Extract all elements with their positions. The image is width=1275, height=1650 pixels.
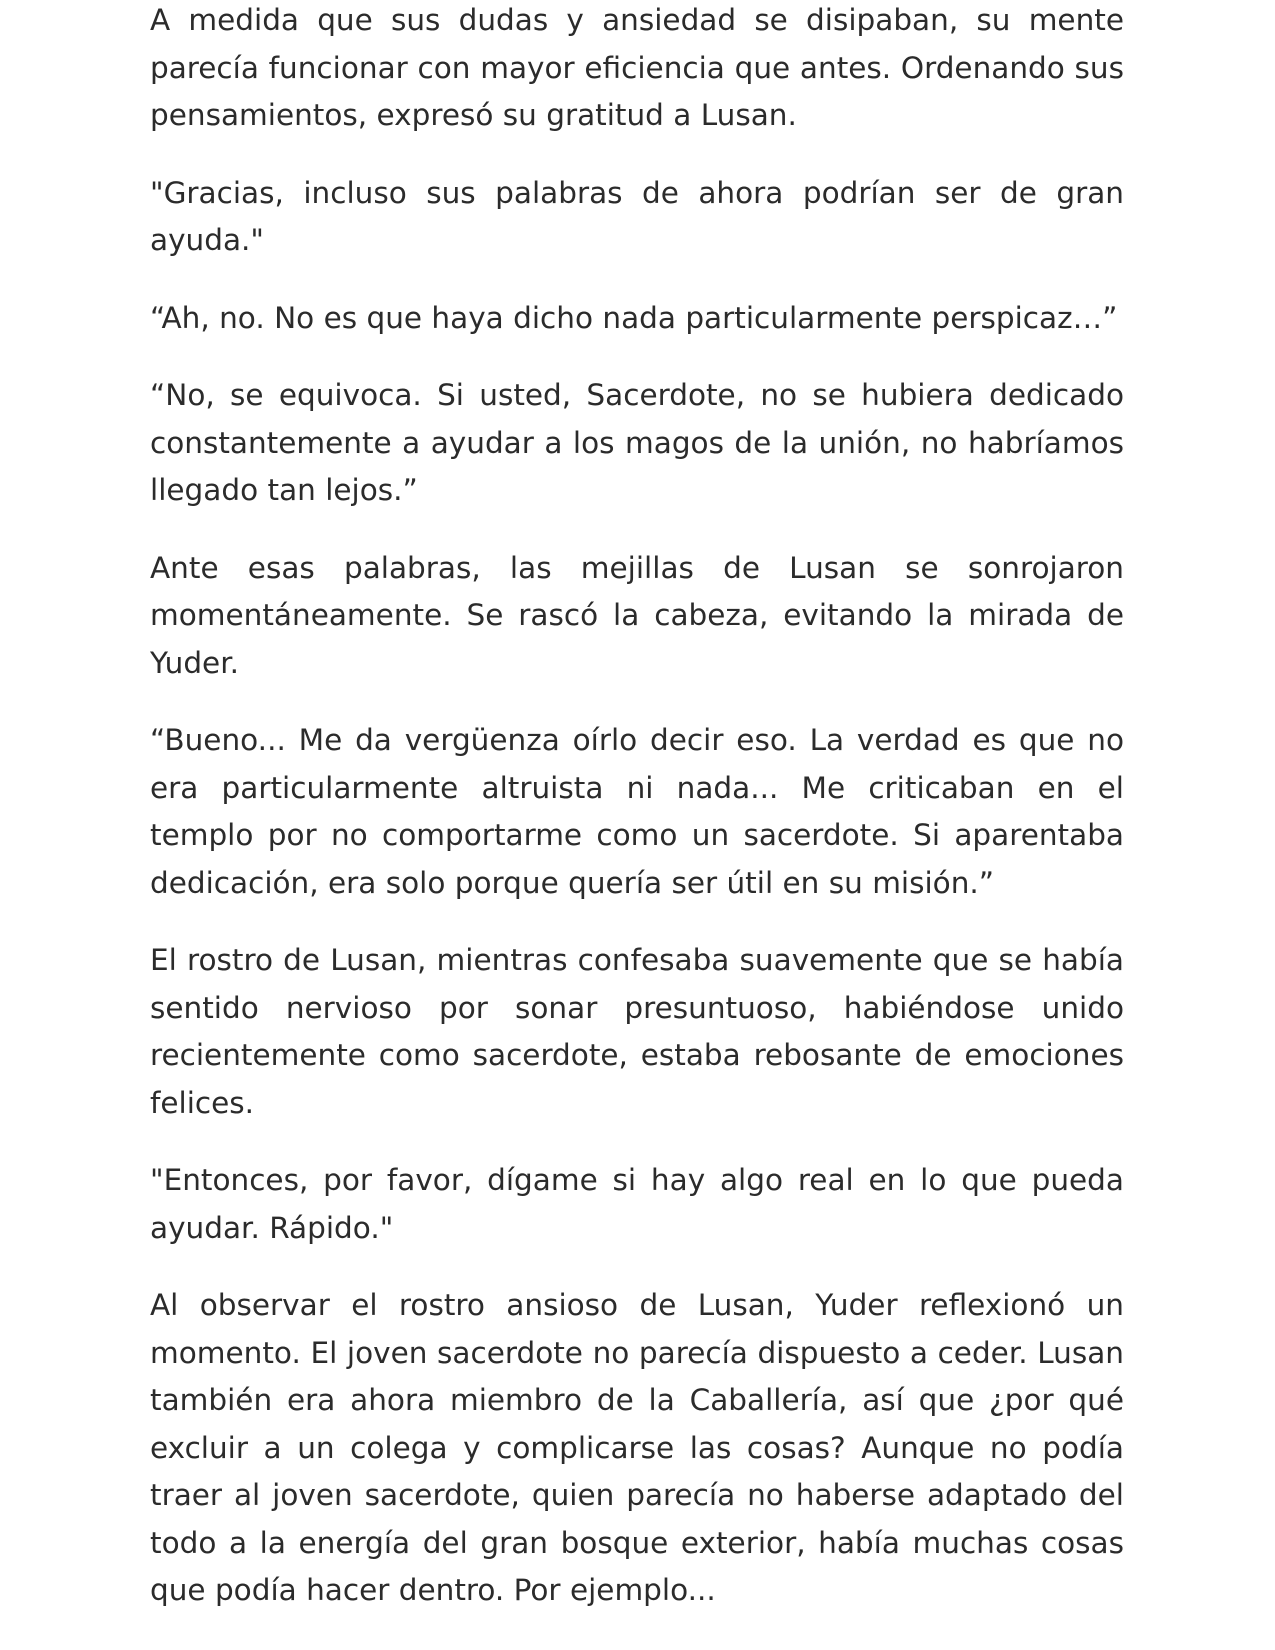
paragraph-7: El rostro de Lusan, mientras confesaba suavemente que se había sentido nervioso por sonar presuntuoso, habiéndose unido recientemente como sacerdote, estaba rebosante de emociones felices. (150, 943, 1124, 1120)
paragraph-2: "Gracias, incluso sus palabras de ahora podrían ser de gran ayuda." (150, 175, 1124, 257)
paragraph-5: Ante esas palabras, las mejillas de Lusan se sonrojaron momentáneamente. Se rascó la cabeza, evitando la mirada de Yuder. (150, 550, 1124, 680)
paragraph-4: “No, se equivoca. Si usted, Sacerdote, no se hubiera dedicado constantemente a ayudar a los magos de la unión, no habríamos llegado tan lejos.” (150, 378, 1124, 507)
paragraph-9: Al observar el rostro ansioso de Lusan, Yuder reflexionó un momento. El joven sacerdote no parecía dispuesto a ceder. Lusan también era ahora miembro de la Caballería, así que ¿por qué excluir a un colega y complicarse las cosas? Aunque no podía traer al joven sacerdote, quien parecía no haberse adaptado del todo a la energía del gran bosque exterior, había muchas cosas que podía hacer dentro. Por ejemplo... (150, 1288, 1124, 1607)
paragraph-3: “Ah, no. No es que haya dicho nada particularmente perspicaz…” (150, 300, 1118, 335)
document-page (150, 0, 1124, 1645)
paragraph-6: “Bueno... Me da vergüenza oírlo decir eso. La verdad es que no era particularmente altruista ni nada... Me criticaban en el templo por no comportarme como un sacerdote. Si aparentaba dedicación, era solo porque quería ser útil en su misión.” (150, 723, 1124, 900)
paragraph-1: A medida que sus dudas y ansiedad se disipaban, su mente parecía funcionar con mayor eficiencia que antes. Ordenando sus pensamientos, expresó su gratitud a Lusan. (150, 3, 1124, 132)
paragraph-8: "Entonces, por favor, dígame si hay algo real en lo que pueda ayudar. Rápido." (150, 1163, 1124, 1245)
